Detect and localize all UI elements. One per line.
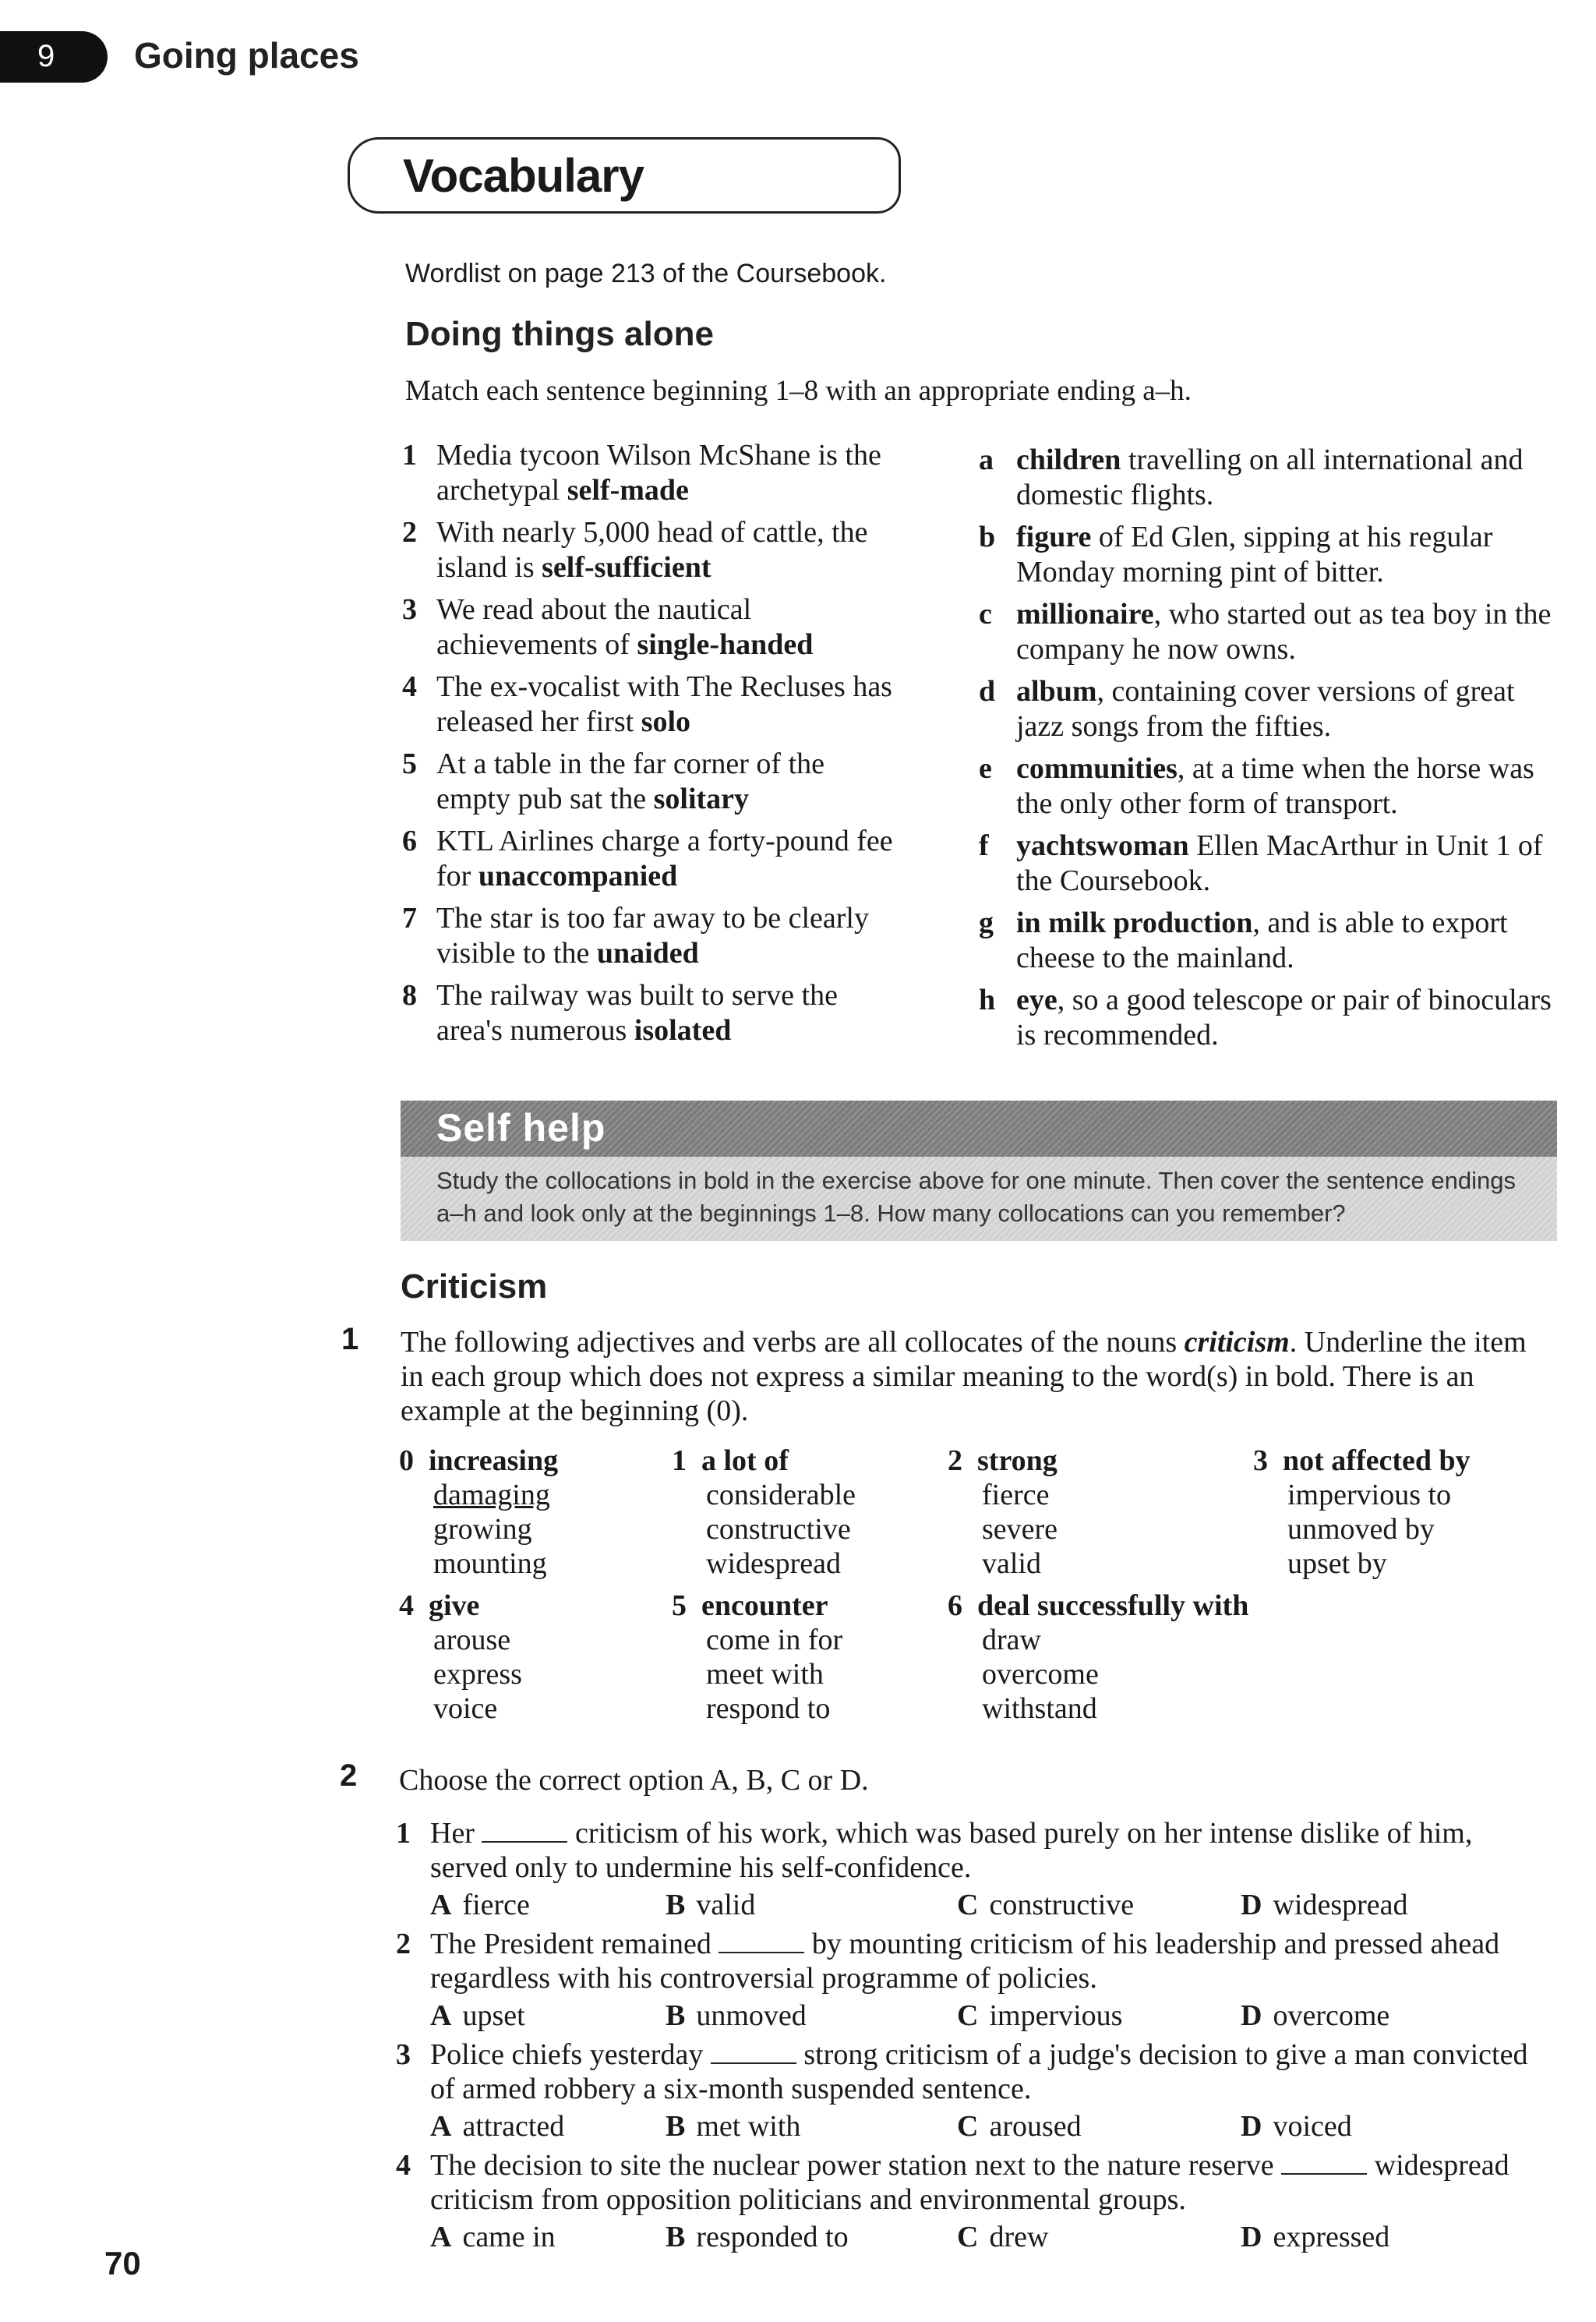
ending-collocate: album	[1016, 675, 1097, 708]
beginning-pre: We read about the nautical achievements of	[436, 593, 752, 661]
answer-option[interactable]	[666, 2220, 849, 2254]
group-item[interactable]: constructive	[706, 1513, 851, 1546]
group-item[interactable]: arouse	[433, 1624, 511, 1656]
option-letter: B	[666, 2110, 686, 2143]
option-text: impervious	[989, 1999, 1123, 2032]
ending-text	[1016, 443, 1554, 513]
group-item[interactable]: respond to	[706, 1692, 831, 1725]
beginning-text	[436, 515, 904, 585]
unit-number: 9	[37, 39, 55, 73]
ending-letter: g	[979, 907, 994, 939]
question-number: 4	[396, 2149, 411, 2182]
group-item[interactable]: upset by	[1287, 1547, 1387, 1580]
ending-post: , and is able to export cheese to the mainland.	[1016, 907, 1508, 974]
group-item[interactable]: valid	[982, 1547, 1041, 1580]
ending-text	[1016, 983, 1554, 1053]
page-number: 70	[104, 2245, 141, 2281]
self-help-title: Self help	[436, 1106, 606, 1150]
option-text: drew	[989, 2221, 1049, 2253]
group-item[interactable]: damaging	[433, 1479, 550, 1511]
ex1-instruction-pre: The following adjectives and verbs are all collocates of the nouns	[401, 1326, 1185, 1359]
group-heading: 2 strong	[948, 1444, 1058, 1477]
option-letter: D	[1241, 2110, 1262, 2143]
question-pre: Police chiefs yesterday	[430, 2038, 711, 2071]
group-item[interactable]: come in for	[706, 1624, 843, 1656]
instruction-text: Match each sentence beginning 1–8 with an appropriate ending a–h.	[405, 375, 1192, 407]
group-item[interactable]: widespread	[706, 1547, 842, 1580]
beginning-collocate: single-handed	[637, 628, 814, 661]
group-item[interactable]: considerable	[706, 1479, 856, 1511]
beginning-number: 6	[402, 825, 417, 857]
answer-blank[interactable]	[711, 2039, 796, 2064]
answer-option[interactable]	[1241, 2220, 1389, 2254]
ex1-instruction-keyword: criticism	[1184, 1326, 1290, 1359]
answer-option[interactable]	[430, 1888, 530, 1922]
answer-option[interactable]	[1241, 1999, 1389, 2033]
option-letter: C	[957, 1889, 979, 1921]
option-letter: B	[666, 1999, 686, 2032]
group-item[interactable]: fierce	[982, 1479, 1050, 1511]
option-text: expressed	[1273, 2221, 1390, 2253]
criticism-heading: Criticism	[401, 1267, 548, 1306]
ending-letter: f	[979, 829, 989, 862]
option-text: widespread	[1273, 1889, 1408, 1921]
beginning-collocate: isolated	[634, 1014, 732, 1047]
collocation-group	[1253, 1444, 1565, 1581]
ending-letter: c	[979, 598, 992, 631]
option-text: aroused	[989, 2110, 1082, 2143]
ending-post: , who started out as tea boy in the company he now owns.	[1016, 598, 1552, 666]
option-letter: C	[957, 2110, 979, 2143]
option-letter: D	[1241, 1889, 1262, 1921]
option-text: overcome	[1273, 1999, 1390, 2032]
option-text: attracted	[462, 2110, 565, 2143]
beginning-number: 7	[402, 902, 417, 935]
unit-title: Going places	[134, 35, 359, 76]
ending-collocate: in milk production	[1016, 907, 1253, 939]
beginning-number: 4	[402, 670, 417, 703]
question-post: criticism of his work, which was based purely on her intense dislike of him, served only to undermine his self-confidence.	[430, 1817, 1473, 1884]
group-heading: 1 a lot of	[672, 1444, 789, 1477]
question-text	[430, 2148, 1549, 2217]
collocation-group	[672, 1589, 983, 1726]
beginning-text	[436, 901, 904, 971]
ending-text	[1016, 597, 1554, 667]
exercise-2-number: 2	[340, 1758, 358, 1793]
ending-post: of Ed Glen, sipping at his regular Monday morning pint of bitter.	[1016, 521, 1493, 588]
option-letter: C	[957, 2221, 979, 2253]
beginning-number: 1	[402, 439, 417, 472]
option-text: responded to	[696, 2221, 849, 2253]
beginning-text	[436, 824, 904, 894]
ending-collocate: yachtswoman	[1016, 829, 1189, 862]
question-text	[430, 2037, 1549, 2106]
ending-collocate: children	[1016, 444, 1121, 476]
option-letter: A	[430, 2221, 452, 2253]
group-item[interactable]: express	[433, 1658, 522, 1691]
ending-letter: e	[979, 752, 992, 785]
answer-option[interactable]	[957, 2109, 1082, 2144]
group-item[interactable]: draw	[982, 1624, 1041, 1656]
answer-option[interactable]	[666, 1999, 807, 2033]
wordlist-note: Wordlist on page 213 of the Coursebook.	[405, 259, 887, 288]
answer-option[interactable]	[430, 2220, 556, 2254]
self-help-text: Study the collocations in bold in the exercise above for one minute. Then cover the sentence endings a–h and look only at the beginnings 1–8. How many collocations can you remember?	[436, 1167, 1516, 1227]
group-heading: 6 deal successfully with	[948, 1589, 1249, 1622]
beginning-collocate: unaided	[596, 937, 699, 970]
ending-post: , at a time when the horse was the only other form of transport.	[1016, 752, 1534, 820]
question-pre: The decision to site the nuclear power station next to the nature reserve	[430, 2149, 1282, 2182]
beginning-pre: The ex-vocalist with The Recluses has released her first	[436, 670, 892, 738]
question-post: strong criticism of a judge's decision to give a man convicted of armed robbery a six-month suspended sentence.	[430, 2038, 1528, 2105]
answer-option[interactable]	[1241, 2109, 1352, 2144]
answer-option[interactable]	[666, 1888, 755, 1922]
ending-post: , containing cover versions of great jazz songs from the fifties.	[1016, 675, 1515, 743]
ending-text	[1016, 751, 1554, 822]
beginning-pre: KTL Airlines charge a forty-pound fee for	[436, 825, 893, 892]
collocation-group	[399, 1444, 711, 1581]
beginning-number: 2	[402, 516, 417, 549]
group-item[interactable]: meet with	[706, 1658, 824, 1691]
exercise-1-instruction	[401, 1325, 1554, 1428]
option-letter: A	[430, 1999, 452, 2032]
question-post: widespread criticism from opposition politicians and environmental groups.	[430, 2149, 1509, 2216]
option-text: constructive	[989, 1889, 1135, 1921]
beginning-text	[436, 747, 904, 817]
option-text: voiced	[1273, 2110, 1352, 2143]
question-text	[430, 1927, 1549, 1995]
self-help-header	[401, 1101, 1557, 1157]
beginning-pre: The railway was built to serve the area's numerous	[436, 979, 838, 1047]
beginning-text	[436, 592, 904, 663]
ending-text	[1016, 674, 1554, 744]
ending-collocate: millionaire	[1016, 598, 1154, 631]
exercise-1-number: 1	[341, 1322, 359, 1356]
option-text: fierce	[462, 1889, 530, 1921]
beginning-pre: The star is too far away to be clearly visible to the	[436, 902, 869, 970]
beginning-collocate: solo	[641, 705, 691, 738]
option-text: upset	[462, 1999, 525, 2032]
exercise-2-instruction: Choose the correct option A, B, C or D.	[399, 1764, 869, 1797]
collocation-group	[948, 1589, 1259, 1726]
group-heading: 4 give	[399, 1589, 480, 1622]
question-pre: Her	[430, 1817, 482, 1850]
question	[396, 2037, 1549, 2106]
option-letter: D	[1241, 1999, 1262, 2032]
doing-alone-instruction	[405, 374, 1192, 408]
group-item[interactable]: mounting	[433, 1547, 547, 1580]
group-item[interactable]: withstand	[982, 1692, 1097, 1725]
beginning-collocate: self-sufficient	[542, 551, 711, 584]
answer-blank[interactable]	[482, 1818, 567, 1843]
unit-number-tab	[0, 31, 108, 83]
group-heading: 5 encounter	[672, 1589, 828, 1622]
question	[396, 2148, 1549, 2217]
answer-option[interactable]	[957, 1999, 1122, 2033]
ending-post: travelling on all international and domestic flights.	[1016, 444, 1524, 511]
group-item[interactable]: overcome	[982, 1658, 1099, 1691]
ex1-instruction-post: . Underline the item in each group which does not express a similar meaning to the word(s) in bold. There is an example at the beginning (0).	[401, 1326, 1527, 1427]
beginning-number: 3	[402, 593, 417, 626]
beginning-pre: Media tycoon Wilson McShane is the archetypal	[436, 439, 881, 507]
question-pre: The President remained	[430, 1928, 719, 1960]
group-item[interactable]: unmoved by	[1287, 1513, 1435, 1546]
ending-letter: h	[979, 984, 996, 1016]
option-letter: D	[1241, 2221, 1262, 2253]
collocation-group	[948, 1444, 1259, 1581]
question	[396, 1927, 1549, 1995]
option-letter: C	[957, 1999, 979, 2032]
ending-collocate: communities	[1016, 752, 1178, 785]
answer-option[interactable]	[957, 1888, 1134, 1922]
option-letter: A	[430, 2110, 452, 2143]
question-post: by mounting criticism of his leadership and pressed ahead regardless with his controversial programme of policies.	[430, 1928, 1500, 1995]
beginning-text	[436, 438, 904, 508]
beginning-number: 5	[402, 747, 417, 780]
option-text: met with	[696, 2110, 801, 2143]
answer-blank[interactable]	[1281, 2150, 1367, 2175]
answer-option[interactable]	[957, 2220, 1048, 2254]
answer-blank[interactable]	[719, 1928, 804, 1953]
beginning-pre: At a table in the far corner of the empty pub sat the	[436, 747, 824, 815]
question-number: 3	[396, 2038, 411, 2071]
ending-text	[1016, 829, 1554, 899]
option-letter: B	[666, 2221, 686, 2253]
beginning-pre: With nearly 5,000 head of cattle, the island is	[436, 516, 868, 584]
doing-alone-heading: Doing things alone	[405, 315, 714, 353]
group-item[interactable]: impervious to	[1287, 1479, 1452, 1511]
beginning-collocate: unaccompanied	[478, 860, 678, 892]
beginning-text	[436, 978, 904, 1048]
group-heading: 3 not affected by	[1253, 1444, 1471, 1477]
group-heading: 0 increasing	[399, 1444, 559, 1477]
group-item[interactable]: severe	[982, 1513, 1058, 1546]
option-text: unmoved	[696, 1999, 807, 2032]
ending-letter: b	[979, 521, 996, 553]
ending-collocate: figure	[1016, 521, 1092, 553]
answer-option[interactable]	[666, 2109, 800, 2144]
beginning-number: 8	[402, 979, 417, 1012]
beginning-text	[436, 670, 904, 740]
question	[396, 1816, 1549, 1885]
ending-letter: d	[979, 675, 996, 708]
ending-text	[1016, 520, 1554, 590]
question-number: 2	[396, 1928, 411, 1960]
option-text: valid	[696, 1889, 756, 1921]
self-help-body	[401, 1157, 1557, 1241]
option-letter: A	[430, 1889, 452, 1921]
option-text: came in	[462, 2221, 556, 2253]
collocation-group	[399, 1589, 711, 1726]
group-item[interactable]: growing	[433, 1513, 532, 1546]
answer-option[interactable]	[1241, 1888, 1408, 1922]
ending-post: Ellen MacArthur in Unit 1 of the Coursebook.	[1016, 829, 1543, 897]
ending-letter: a	[979, 444, 994, 476]
answer-option[interactable]	[430, 1999, 525, 2033]
group-item[interactable]: voice	[433, 1692, 498, 1725]
question-number: 1	[396, 1817, 411, 1850]
section-title-box	[348, 137, 901, 214]
beginning-collocate: self-made	[567, 474, 689, 507]
collocation-group	[672, 1444, 983, 1581]
option-letter: B	[666, 1889, 686, 1921]
beginning-collocate: solitary	[653, 783, 750, 815]
ending-post: , so a good telescope or pair of binoculars is recommended.	[1016, 984, 1552, 1051]
ending-text	[1016, 906, 1554, 976]
answer-option[interactable]	[430, 2109, 564, 2144]
section-title: Vocabulary	[403, 150, 644, 202]
ending-collocate: eye	[1016, 984, 1058, 1016]
question-text	[430, 1816, 1549, 1885]
